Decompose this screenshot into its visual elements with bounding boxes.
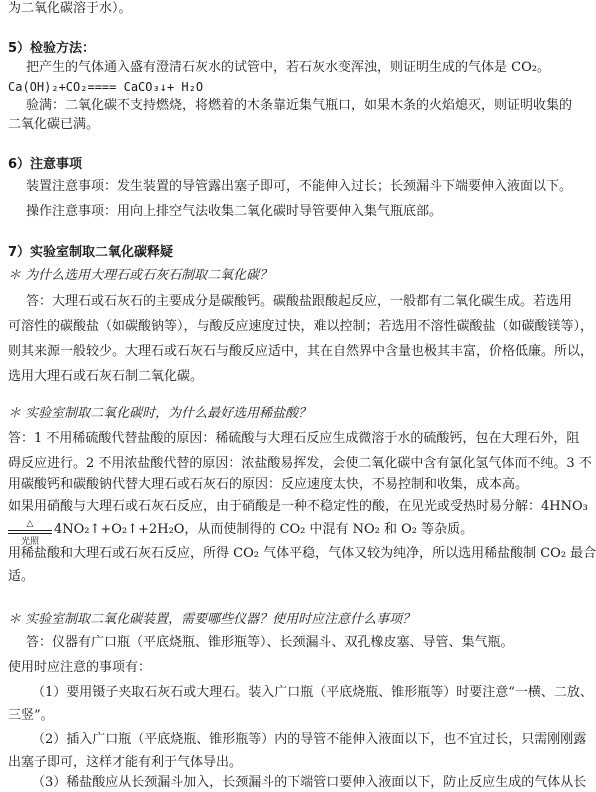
text-line: 如果用硝酸与大理石或石灰石反应，由于硝酸是一种不稳定性的酸，在见光或受热时易分解：4HNO₃: [8, 499, 588, 514]
text-line: 答：1 不用稀硫酸代替盐酸的原因：稀硫酸与大理石反应生成微溶于水的硫酸钙，包在大理石外，阻: [8, 431, 580, 446]
question-line: ＊ 为什么选用大理石或石灰石制取二氧化碳？: [8, 268, 273, 283]
chemical-equation: Ca(OH)₂+CO₂==== CaCO₃↓+ H₂O: [8, 80, 204, 94]
section-heading-5: 5）检验方法：: [8, 41, 96, 56]
light-condition: 光照: [20, 537, 39, 547]
heat-symbol: △: [26, 519, 34, 529]
reaction-condition-sign: [8, 519, 52, 547]
text-line: 碍反应进行。2 不用浓盐酸代替的原因：浓盐酸易挥发，会使二氧化碳中含有氯化氢气体而不纯。3 不: [8, 456, 592, 471]
text-line: 适。: [8, 569, 35, 584]
question-line: ＊ 实验室制取二氧化碳装置，需要哪些仪器？使用时应注意什么事项？: [8, 612, 416, 627]
text-line: 二氧化碳已满。: [8, 117, 100, 132]
text-line: 答：大理石或石灰石的主要成分是碳酸钙。碳酸盐跟酸起反应，一般都有二氧化碳生成。若选用: [26, 294, 573, 309]
text-line: 用稀盐酸和大理石或石灰石反应，所得 CO₂ 气体平稳，气体又较为纯净，所以选用稀盐酸制 CO₂ 最合: [8, 546, 596, 561]
text-line: 选用大理石或石灰石制二氧化碳。: [8, 369, 204, 384]
section-heading-6: 6）注意事项: [8, 157, 83, 172]
text-line: 把产生的气体通入盛有澄清石灰水的试管中，若石灰水变浑浊，则证明生成的气体是 CO₂。: [26, 60, 550, 75]
text-line: 答：仪器有广口瓶（平底烧瓶、锥形瓶等）、长颈漏斗、双孔橡皮塞、导管、集气瓶。: [26, 635, 514, 650]
text-line: 使用时应注意的事项有：: [8, 660, 152, 675]
text-line: 装置注意事项：发生装置的导管露出塞子即可，不能伸入过长；长颈漏斗下端要伸入液面以下。: [26, 179, 573, 194]
text-line: 则其来源一般较少。大理石或石灰石与酸反应适中，其在自然界中含量也极其丰富，价格低廉。所以，: [8, 344, 594, 359]
text-line: （2）插入广口瓶（平底烧瓶、锥形瓶等）内的导管不能伸入液面以下，也不宜过长，只需刚刚露: [32, 732, 587, 747]
text-line: 出塞子即可，这样才能有利于气体导出。: [8, 755, 243, 770]
text-line: 验满：二氧化碳不支持燃烧，将燃着的木条靠近集气瓶口，如果木条的火焰熄灭，则证明收集的: [26, 98, 573, 113]
text-line: 用碳酸钙和碳酸钠代替大理石或石灰石的原因：反应速度太快，不易控制和收集，成本高。: [8, 477, 529, 492]
question-line: ＊ 实验室制取二氧化碳时，为什么最好选用稀盐酸？: [8, 406, 312, 421]
section-heading-7: 7）实验室制取二氧化碳释疑: [8, 245, 174, 260]
equation-products: 4NO₂↑+O₂↑+2H₂O，从而使制得的 CO₂ 中混有 NO₂ 和 O₂ 等杂质。: [54, 522, 474, 537]
text-line: 可溶性的碳酸盐（如碳酸钠等），与酸反应速度过快，难以控制；若选用不溶性碳酸盐（如碳酸镁等），: [8, 319, 594, 334]
text-line: 为二氧化碳溶于水）。: [8, 1, 132, 16]
text-line: 三竖”。: [8, 708, 54, 723]
text-line: （3）稀盐酸应从长颈漏斗加入，长颈漏斗的下端管口要伸入液面以下，防止反应生成的气体从长: [32, 775, 587, 790]
text-line: 操作注意事项：用向上排空气法收集二氧化碳时导管要伸入集气瓶底部。: [26, 204, 443, 219]
text-line: （1）要用镊子夹取石灰石或大理石。装入广口瓶（平底烧瓶、锥形瓶等）时要注意“一横、二放、: [32, 685, 593, 700]
